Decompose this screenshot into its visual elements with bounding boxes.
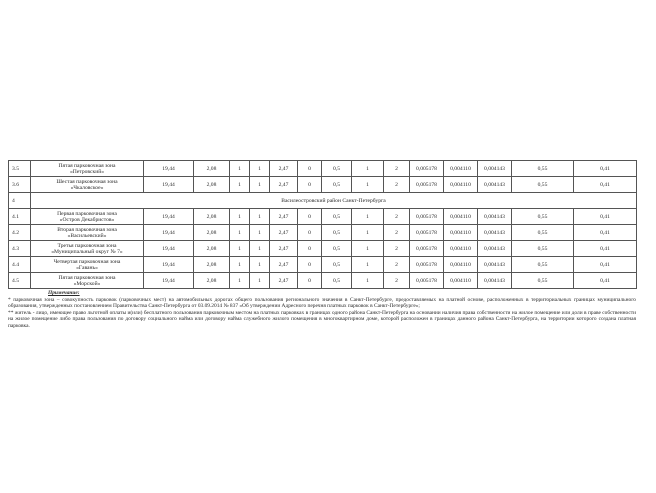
zone-name-line1: Шестая парковочная зона <box>56 178 118 185</box>
value-cell: 0 <box>298 209 322 225</box>
row-number-cell: 4 <box>9 193 31 209</box>
zone-name-line2: «Муниципальный округ № 7» <box>51 248 123 255</box>
value-cell: 1 <box>352 273 384 289</box>
zone-name-line1: Вторая парковочная зона <box>57 226 117 233</box>
value-cell: 0,41 <box>574 225 637 241</box>
value-cell: 2,47 <box>270 177 298 193</box>
zone-name-cell <box>31 273 144 289</box>
row-number-cell: 4.3 <box>9 241 31 257</box>
row-number-cell: 3.5 <box>9 161 31 177</box>
zone-name-cell <box>31 161 144 177</box>
value-cell: 2 <box>384 273 410 289</box>
value-cell: 0,5 <box>322 225 352 241</box>
table-row <box>9 209 637 225</box>
zone-name-cell <box>31 209 144 225</box>
value-cell: 0,004143 <box>478 177 512 193</box>
value-cell: 1 <box>250 241 270 257</box>
table-row <box>9 177 637 193</box>
document-page <box>8 160 644 330</box>
value-cell: 1 <box>250 209 270 225</box>
value-cell: 2 <box>384 241 410 257</box>
value-cell: 1 <box>250 273 270 289</box>
value-cell: 2,08 <box>194 273 230 289</box>
value-cell: 2,08 <box>194 209 230 225</box>
parking-tariff-table <box>8 160 637 289</box>
value-cell: 2 <box>384 177 410 193</box>
value-cell: 0,5 <box>322 161 352 177</box>
value-cell: 0,005178 <box>410 241 444 257</box>
zone-name-cell <box>31 257 144 273</box>
value-cell: 0,5 <box>322 241 352 257</box>
value-cell: 19,44 <box>144 257 194 273</box>
zone-name-line2: «Гавань» <box>76 264 98 271</box>
value-cell: 2,08 <box>194 225 230 241</box>
value-cell: 0,005178 <box>410 225 444 241</box>
zone-name-cell <box>31 225 144 241</box>
value-cell: 0,5 <box>322 209 352 225</box>
zone-name-line2: «Петровский» <box>69 168 105 175</box>
value-cell: 0 <box>298 241 322 257</box>
value-cell: 0,004110 <box>444 161 478 177</box>
value-cell: 0,55 <box>512 209 574 225</box>
value-cell: 0,41 <box>574 273 637 289</box>
value-cell: 1 <box>230 257 250 273</box>
value-cell: 2,47 <box>270 209 298 225</box>
table-row <box>9 257 637 273</box>
value-cell: 1 <box>352 209 384 225</box>
value-cell: 0,5 <box>322 177 352 193</box>
zone-name-line1: Пятая парковочная зона <box>58 162 116 169</box>
value-cell: 0,005178 <box>410 257 444 273</box>
table-row <box>9 241 637 257</box>
value-cell: 0,004110 <box>444 225 478 241</box>
value-cell: 2,47 <box>270 257 298 273</box>
value-cell: 2 <box>384 161 410 177</box>
value-cell: 1 <box>250 257 270 273</box>
value-cell: 19,44 <box>144 161 194 177</box>
row-number-cell: 4.4 <box>9 257 31 273</box>
row-number-cell: 4.5 <box>9 273 31 289</box>
value-cell: 19,44 <box>144 241 194 257</box>
zone-name-cell <box>31 241 144 257</box>
value-cell: 1 <box>230 209 250 225</box>
value-cell: 1 <box>230 273 250 289</box>
value-cell: 0,004143 <box>478 225 512 241</box>
value-cell: 2,47 <box>270 225 298 241</box>
district-row <box>9 193 637 209</box>
zone-name-line1: Первая парковочная зона <box>57 210 117 217</box>
value-cell: 19,44 <box>144 177 194 193</box>
value-cell: 1 <box>230 161 250 177</box>
value-cell: 0,004110 <box>444 209 478 225</box>
footnote-1: * парковочная зона – совокупность парковок (парковочных мест) на автомобильных дорогах общего пользования регионального значения в Санкт-Петербурге, предоставляемых на платной основе, расположенных в территориальных границах муниципального образования, утвержденных постановлением Правительства Санкт-Петербурга от 03.09.2014 № 837 «Об утверждении Адресного перечня платных парковок в Санкт-Петербурге»; <box>8 296 636 310</box>
value-cell: 1 <box>352 161 384 177</box>
value-cell: 0,41 <box>574 257 637 273</box>
value-cell: 0,5 <box>322 257 352 273</box>
row-number-cell: 4.2 <box>9 225 31 241</box>
value-cell: 1 <box>230 177 250 193</box>
zone-name-line2: «Чкаловское» <box>70 184 104 191</box>
row-number-cell: 3.6 <box>9 177 31 193</box>
table-row <box>9 273 637 289</box>
table-body <box>9 161 637 289</box>
value-cell: 0,004143 <box>478 209 512 225</box>
value-cell: 0,004143 <box>478 241 512 257</box>
zone-name-cell <box>31 177 144 193</box>
table-row <box>9 161 637 177</box>
value-cell: 2,08 <box>194 161 230 177</box>
zone-name-line1: Четвертая парковочная зона <box>53 258 121 265</box>
value-cell: 0,55 <box>512 161 574 177</box>
value-cell: 0,55 <box>512 241 574 257</box>
value-cell: 1 <box>250 225 270 241</box>
value-cell: 2,47 <box>270 161 298 177</box>
value-cell: 0,004143 <box>478 273 512 289</box>
value-cell: 0 <box>298 161 322 177</box>
value-cell: 0,005178 <box>410 177 444 193</box>
value-cell: 1 <box>230 241 250 257</box>
value-cell: 1 <box>250 161 270 177</box>
value-cell: 1 <box>230 225 250 241</box>
table-row <box>9 225 637 241</box>
value-cell: 0,55 <box>512 225 574 241</box>
value-cell: 2,08 <box>194 241 230 257</box>
value-cell: 1 <box>250 177 270 193</box>
value-cell: 0,004110 <box>444 177 478 193</box>
zone-name-line2: «Остров Декабристов» <box>59 216 115 223</box>
value-cell: 0,5 <box>322 273 352 289</box>
value-cell: 1 <box>352 241 384 257</box>
value-cell: 0,005178 <box>410 209 444 225</box>
value-cell: 2 <box>384 209 410 225</box>
value-cell: 0,005178 <box>410 161 444 177</box>
zone-name-line2: «Васильевский» <box>67 232 107 239</box>
zone-name-line2: «Морской» <box>73 280 101 287</box>
value-cell: 19,44 <box>144 273 194 289</box>
value-cell: 2,47 <box>270 241 298 257</box>
value-cell: 0 <box>298 273 322 289</box>
value-cell: 2 <box>384 257 410 273</box>
value-cell: 19,44 <box>144 209 194 225</box>
value-cell: 0,41 <box>574 209 637 225</box>
value-cell: 1 <box>352 257 384 273</box>
value-cell: 19,44 <box>144 225 194 241</box>
value-cell: 0 <box>298 257 322 273</box>
value-cell: 2,08 <box>194 257 230 273</box>
value-cell: 0,005178 <box>410 273 444 289</box>
notes-title: Примечание: <box>48 290 80 296</box>
row-number-cell: 4.1 <box>9 209 31 225</box>
value-cell: 0,004110 <box>444 257 478 273</box>
value-cell: 0 <box>298 177 322 193</box>
zone-name-line1: Третья парковочная зона <box>57 242 117 249</box>
zone-name-line1: Пятая парковочная зона <box>58 274 116 281</box>
value-cell: 0,004110 <box>444 273 478 289</box>
district-name-cell: Василеостровский район Санкт-Петербурга <box>31 193 637 209</box>
value-cell: 2,08 <box>194 177 230 193</box>
value-cell: 2,47 <box>270 273 298 289</box>
value-cell: 0 <box>298 225 322 241</box>
footnote-2: ** житель - лицо, имеющее право льготной оплаты и(или) бесплатного пользования парковочным местом на платных парковках в границах одного района Санкт-Петербурга на основании наличия права собственности на жилое помещение или доли в праве собственности на жилое помещение либо права пользования по договору социального найма или договору найма служебного жилого помещения в многоквартирном доме, которой расположен в границах данного района Санкт-Петербурга, на территории которого создана платная парковка. <box>8 309 636 329</box>
value-cell: 0,41 <box>574 241 637 257</box>
value-cell: 0,41 <box>574 177 637 193</box>
value-cell: 0,004143 <box>478 257 512 273</box>
value-cell: 0,55 <box>512 257 574 273</box>
value-cell: 0,55 <box>512 177 574 193</box>
notes-section <box>8 290 636 330</box>
value-cell: 0,55 <box>512 273 574 289</box>
value-cell: 0,004110 <box>444 241 478 257</box>
value-cell: 0,004143 <box>478 161 512 177</box>
value-cell: 0,41 <box>574 161 637 177</box>
value-cell: 1 <box>352 225 384 241</box>
value-cell: 2 <box>384 225 410 241</box>
value-cell: 1 <box>352 177 384 193</box>
